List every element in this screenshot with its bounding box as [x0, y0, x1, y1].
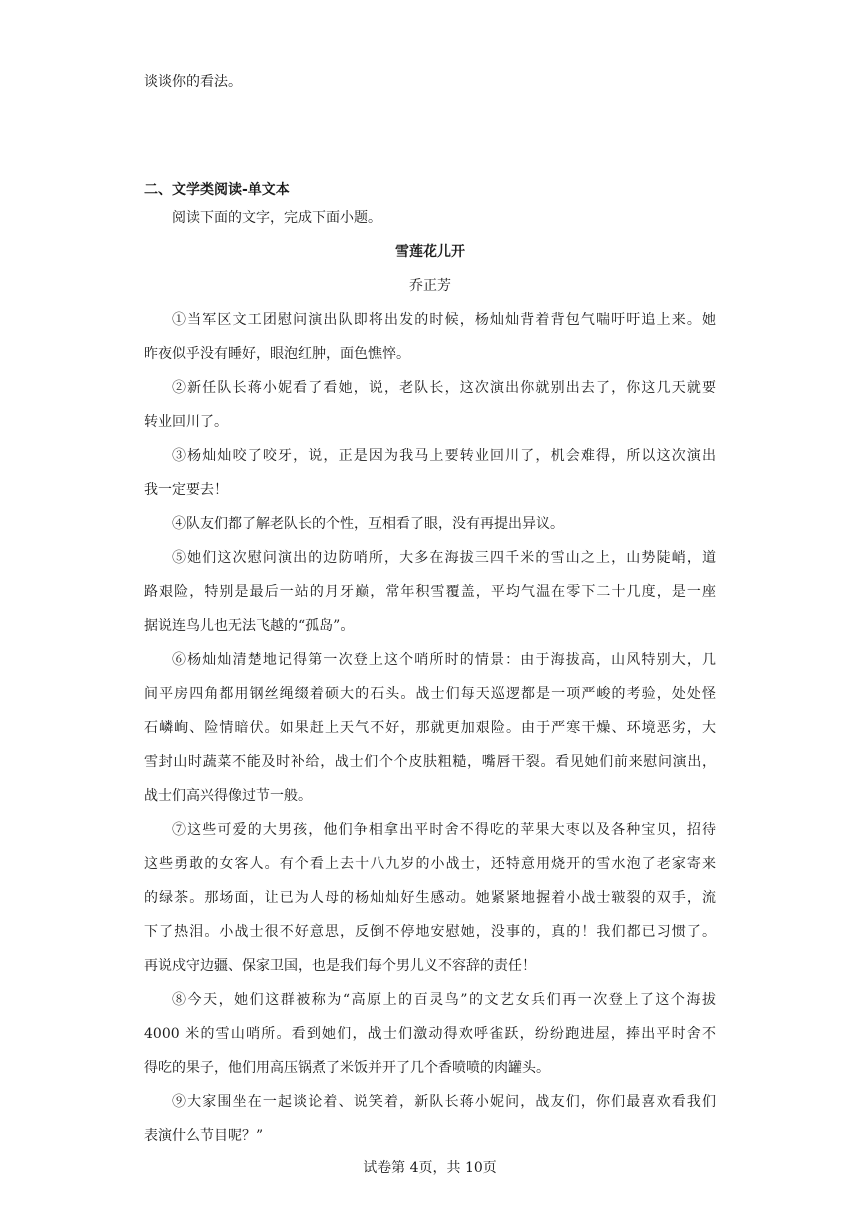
article-author: 乔正芳 [409, 278, 451, 294]
intro-tail-text: 谈谈你的看法。 [144, 74, 242, 90]
article-line: 据说连鸟儿也无法飞越的“孤岛”。 [144, 618, 355, 634]
article-line: ②新任队长蒋小妮看了看她，说，老队长，这次演出你就别出去了，你这几天就要 [172, 380, 716, 396]
article-line: ⑧今天，她们这群被称为“高原上的百灵鸟”的文艺女兵们再一次登上了这个海拔 [172, 992, 716, 1008]
article-line: ⑥杨灿灿清楚地记得第一次登上这个哨所时的情景：由于海拔高，山风特别大，几 [172, 652, 716, 668]
article-line: 间平房四角都用钢丝绳缀着硕大的石头。战士们每天巡逻都是一项严峻的考验，处处怪 [144, 686, 716, 702]
article-line: 下了热泪。小战士很不好意思，反倒不停地安慰她，没事的，真的！我们都已习惯了。 [144, 924, 716, 940]
article-line: 4000 米的雪山哨所。看到她们，战士们激动得欢呼雀跃，纷纷跑进屋，捧出平时舍不 [144, 1026, 716, 1042]
article-line: 昨夜似乎没有睡好，眼泡红肿，面色憔悴。 [144, 346, 410, 362]
article-line: 我一定要去！ [144, 482, 228, 498]
article-line: ⑤她们这次慰问演出的边防哨所，大多在海拔三四千米的雪山之上，山势陡峭，道 [172, 550, 716, 566]
article-line: 表演什么节目呢？” [144, 1128, 264, 1144]
article-line: 再说戍守边疆、保家卫国，也是我们每个男儿义不容辞的责任！ [144, 958, 536, 974]
article-line: 得吃的果子，他们用高压锅煮了米饭并开了几个香喷喷的肉罐头。 [144, 1060, 550, 1076]
article-line: ④队友们都了解老队长的个性，互相看了眼，没有再提出异议。 [172, 516, 564, 532]
page-footer: 试卷第 4页，共 10页 [363, 1160, 497, 1176]
article-line: ①当军区文工团慰问演出队即将出发的时候，杨灿灿背着背包气喘吁吁追上来。她 [172, 312, 716, 328]
section-heading: 二、文学类阅读-单文本 [144, 182, 290, 198]
article-line: ③杨灿灿咬了咬牙，说，正是因为我马上要转业回川了，机会难得，所以这次演出 [172, 448, 716, 464]
article-line: ⑨大家围坐在一起谈论着、说笑着，新队长蒋小妮问，战友们，你们最喜欢看我们 [172, 1094, 716, 1110]
article-line: 的绿茶。那场面，让已为人母的杨灿灿好生感动。她紧紧地握着小战士皲裂的双手，流 [144, 890, 716, 906]
article-line: 雪封山时蔬菜不能及时补给，战士们个个皮肤粗糙，嘴唇干裂。看见她们前来慰问演出， [144, 754, 716, 770]
article-line: 路艰险，特别是最后一站的月牙巅，常年积雪覆盖，平均气温在零下二十几度，是一座 [144, 584, 716, 600]
article-line: 石嶙峋、险情暗伏。如果赶上天气不好，那就更加艰险。由于严寒干燥、环境恶劣，大 [144, 720, 716, 736]
article-line: 这些勇敢的女客人。有个看上去十八九岁的小战士，还特意用烧开的雪水泡了老家寄来 [144, 856, 716, 872]
article-title: 雪莲花儿开 [395, 244, 465, 260]
section-instruction: 阅读下面的文字，完成下面小题。 [172, 210, 382, 226]
article-line: 战士们高兴得像过节一般。 [144, 788, 312, 804]
article-line: 转业回川了。 [144, 414, 228, 430]
article-line: ⑦这些可爱的大男孩，他们争相拿出平时舍不得吃的苹果大枣以及各种宝贝，招待 [172, 822, 716, 838]
